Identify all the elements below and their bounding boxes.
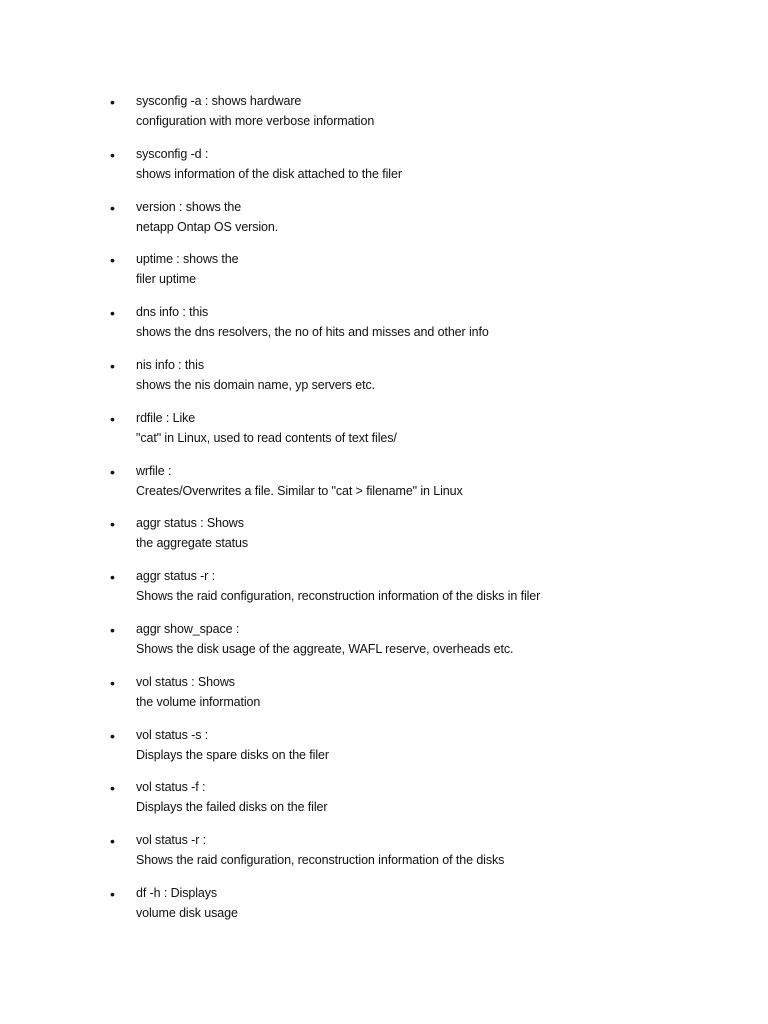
- command-text: sysconfig -a : shows hardware: [136, 94, 302, 108]
- description-text: Displays the spare disks on the filer: [136, 747, 329, 762]
- command-text: sysconfig -d :: [136, 146, 209, 161]
- description-text: shows the nis domain name, yp servers etc.: [136, 377, 375, 392]
- list-item: [0, 196, 768, 249]
- command-text: aggr status : Shows: [136, 516, 244, 531]
- bullet-icon: •: [110, 569, 115, 586]
- bullet-icon: •: [110, 885, 115, 902]
- command-text: vol status -r :: [136, 833, 207, 848]
- bullet-icon: •: [110, 146, 115, 163]
- description-text: "cat" in Linux, used to read contents of text files/: [136, 430, 397, 445]
- list-item: [0, 829, 768, 882]
- description-text: the aggregate status: [136, 536, 248, 551]
- description-text: shows information of the disk attached to the filer: [136, 166, 402, 181]
- bullet-icon: •: [110, 780, 115, 797]
- command-text: nis info : this: [136, 357, 204, 372]
- command-text: vol status -f :: [136, 780, 206, 795]
- command-text: vol status -s :: [136, 727, 209, 742]
- bullet-icon: •: [110, 516, 115, 533]
- bullet-icon: •: [110, 410, 115, 427]
- bullet-icon: •: [110, 94, 115, 110]
- description-text: Shows the disk usage of the aggreate, WAFL reserve, overheads etc.: [136, 641, 514, 656]
- bullet-icon: •: [110, 252, 115, 269]
- command-text: version : shows the: [136, 199, 242, 214]
- bullet-icon: •: [110, 727, 115, 744]
- description-text: netapp Ontap OS version.: [136, 219, 279, 234]
- list-item: [0, 671, 768, 724]
- list-item: [0, 724, 768, 777]
- list-item: [0, 248, 768, 301]
- command-text: aggr status -r :: [136, 569, 215, 584]
- list-item: [0, 618, 768, 671]
- description-text: the volume information: [136, 694, 261, 709]
- list-item: [0, 565, 768, 618]
- description-text: configuration with more verbose information: [136, 114, 375, 128]
- command-text: dns info : this: [136, 305, 209, 320]
- description-text: filer uptime: [136, 272, 196, 287]
- list-item: [0, 512, 768, 565]
- bullet-icon: •: [110, 833, 115, 850]
- command-text: df -h : Displays: [136, 885, 218, 900]
- command-list: [0, 90, 768, 935]
- list-item: [0, 882, 768, 935]
- command-text: wrfile :: [136, 463, 172, 478]
- command-text: uptime : shows the: [136, 252, 239, 267]
- bullet-icon: •: [110, 463, 115, 480]
- description-text: Shows the raid configuration, reconstruction information of the disks in filer: [136, 589, 541, 604]
- bullet-icon: •: [110, 621, 115, 638]
- list-item: [0, 143, 768, 196]
- list-item: [0, 460, 768, 513]
- command-text: vol status : Shows: [136, 674, 235, 689]
- bullet-icon: •: [110, 674, 115, 691]
- list-item: [0, 776, 768, 829]
- list-item: [0, 90, 768, 143]
- command-text: aggr show_space :: [136, 621, 240, 636]
- bullet-icon: •: [110, 357, 115, 374]
- description-text: Creates/Overwrites a file. Similar to "cat > filename" in Linux: [136, 483, 463, 498]
- description-text: Shows the raid configuration, reconstruction information of the disks: [136, 853, 505, 868]
- description-text: shows the dns resolvers, the no of hits and misses and other info: [136, 325, 489, 340]
- list-item: [0, 354, 768, 407]
- list-item: [0, 407, 768, 460]
- description-text: Displays the failed disks on the filer: [136, 800, 328, 815]
- command-text: rdfile : Like: [136, 410, 196, 425]
- bullet-icon: •: [110, 305, 115, 322]
- description-text: volume disk usage: [136, 905, 238, 920]
- list-item: [0, 301, 768, 354]
- bullet-icon: •: [110, 199, 115, 216]
